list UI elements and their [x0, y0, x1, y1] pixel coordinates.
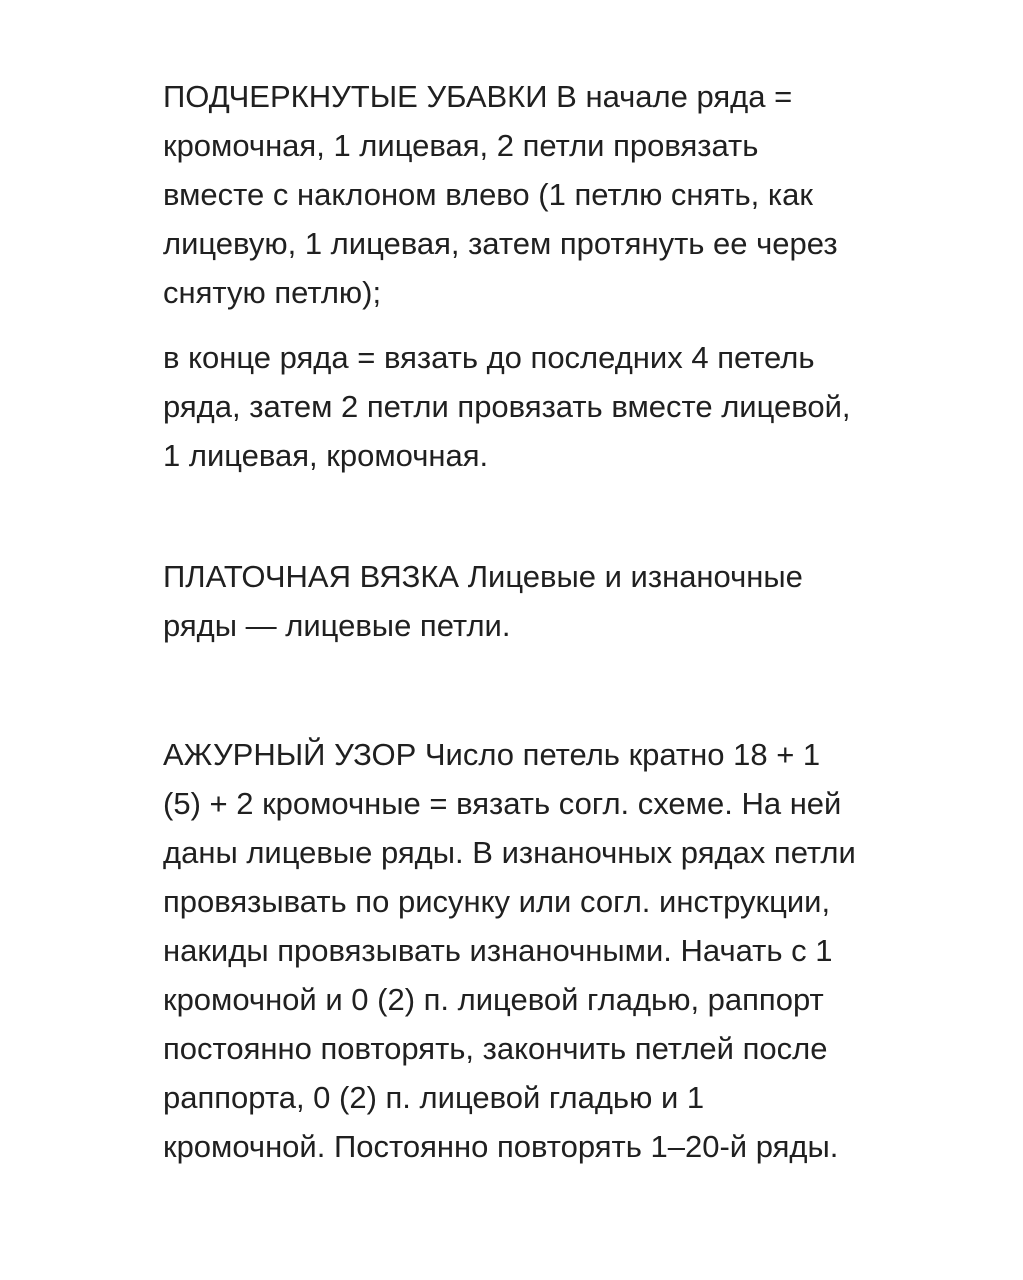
- section-garter-text: Лицевые и изнаночные ряды — лицевые петли.: [163, 559, 803, 643]
- section-garter-paragraph: [163, 552, 863, 650]
- section-garter-heading: ПЛАТОЧНАЯ ВЯЗКА: [163, 559, 460, 594]
- section-decreases-text-1: В начале ряда = кромочная, 1 лицевая, 2 петли провязать вместе с наклоном влево (1 петлю снять, как лицевую, 1 лицевая, затем протянуть ее через снятую петлю);: [163, 79, 838, 310]
- section-decreases-paragraph-1: [163, 72, 863, 317]
- section-decreases-paragraph-2: [163, 333, 863, 480]
- section-decreases-heading: ПОДЧЕРКНУТЫЕ УБАВКИ: [163, 79, 548, 114]
- section-decreases-text-2: в конце ряда = вязать до последних 4 петель ряда, затем 2 петли провязать вместе лицевой, 1 лицевая, кромочная.: [163, 340, 851, 473]
- section-lace-heading: АЖУРНЫЙ УЗОР: [163, 737, 417, 772]
- document-body: [163, 72, 863, 1171]
- section-lace-paragraph: [163, 730, 863, 1171]
- section-lace-text: Число петель кратно 18 + 1 (5) + 2 кромочные = вязать согл. схеме. На ней даны лицевые ряды. В изнаночных рядах петли провязывать по рисунку или согл. инструкции, накиды провязывать изнаночными. Начать с 1 кромочной и 0 (2) п. лицевой гладью, раппорт постоянно повторять, закончить петлей после раппорта, 0 (2) п. лицевой гладью и 1 кромочной. Постоянно повторять 1–20-й ряды.: [163, 737, 856, 1164]
